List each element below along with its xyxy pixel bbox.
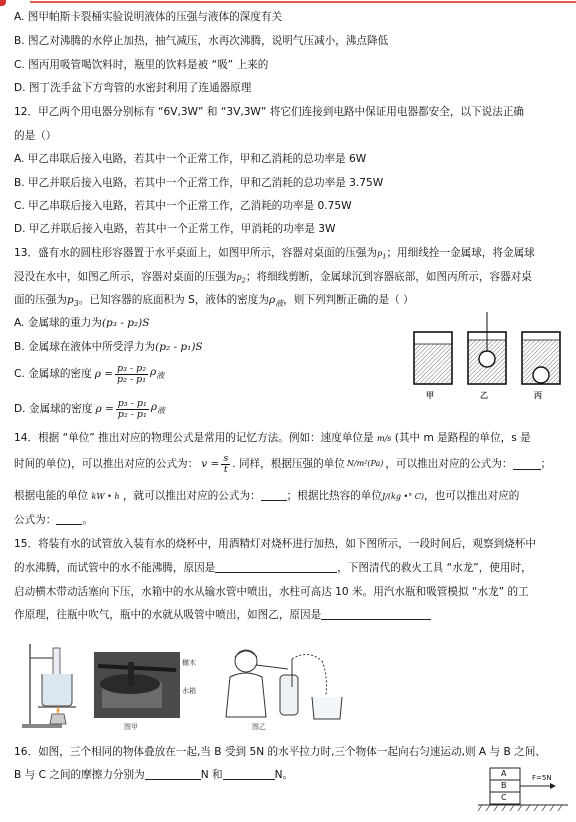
q14-unit-speed: m/s [376,434,392,443]
q12-stem-line2: 的是（） [14,130,57,142]
q13-d-rho-symbol: ρ [150,400,157,413]
beaker-apparatus-illustration [18,640,88,730]
block-b-label: B [501,781,507,790]
option-c-prev: C. 图丙用吸管喝饮料时，瓶里的饮料是被 “吸” 上来的 [14,59,269,71]
q13-text: 浸没在水中，如图乙所示，容器对桌面的压强为 [14,271,237,283]
header-rule [30,1,576,3]
q15-text: 作原理，往瓶中吹气，瓶中的水就从吸管中喷出，如图乙，原因是 [14,609,322,621]
q13-option-a-expr: (p₃ - p₂)S [101,317,150,329]
q14-text: 14．根据 “单位” 推出对应的物理公式是常用的记忆方法。例如：速度单位是 [14,432,374,444]
q14-blank-heat[interactable] [56,513,82,525]
q16-text: N。 [274,769,294,781]
q15-water-dragon-photo [94,652,180,718]
q12-option-d: D. 甲乙并联后接入电路，若其中一个正常工作，甲消耗的功率是 3W [14,223,336,235]
q15-blank-reason2[interactable] [321,608,431,620]
photo-label-beam: 横木 [182,659,196,667]
q14-v-denominator: t [223,463,228,475]
block-c-label: C [501,793,507,802]
fig-label-yi: 乙 [480,391,488,400]
fig-caption-yi: 图乙 [252,723,266,731]
q14-text: 根据电能的单位 [14,490,89,502]
force-label: F=5N [532,774,552,782]
q14-line1 [14,431,568,446]
q13-text: 。已知容器的底面积为 S，液体的密度为 [78,294,269,306]
q13-p2-symbol: p [236,273,242,282]
photo-label-tank: 水箱 [182,687,196,695]
q15-line2 [14,561,568,575]
q13-text: 13．盛有水的圆柱形容器置于水平桌面上，如图甲所示，容器对桌面的压强为 [14,247,378,259]
q13-p1-sub: 1 [382,252,387,261]
q14-text: ；根据比热容的单位 [286,490,382,502]
q14-text: 公式为： [14,514,57,526]
q13-stem-line3 [14,293,568,311]
stacked-blocks-illustration [476,766,572,818]
q15-line1: 15．将装有水的试管放入装有水的烧杯中，用酒精灯对烧杯进行加热，如下图所示，一段时间后，观察到烧杯中 [14,538,536,550]
q12-option-b: B. 甲乙并联后接入电路，若其中一个正常工作，甲和乙消耗的总功率是 3.75W [14,177,384,189]
q13-option-a-text: A. 金属球的重力为 [14,317,102,329]
q13-text: ；将细线剪断，金属球沉到容器底部，如图丙所示，容器对桌 [245,271,532,283]
q15-text: 的水沸腾，而试管中的水不能沸腾，原因是 [14,562,216,574]
water-dragon-illustration [94,652,180,718]
q13-option-b-text: B. 金属球在液体中所受浮力为 [14,341,156,353]
q14-text: . 同样，根据压强的单位 [232,458,345,470]
q14-unit-pressure: N/m²(Pa) [346,459,384,468]
q13-text: 面的压强为 [14,294,67,306]
q15-text: ，下图清代的救火工具 “水龙”，使用时， [337,562,532,574]
q13-option-d-text: D. 金属球的密度 [14,403,93,415]
q13-p3-sub: 3 [73,299,79,309]
q13-rho-sub: 液 [275,299,284,309]
fig-label-bing: 丙 [534,391,542,400]
q13-option-d-fraction [116,399,149,420]
q12-option-c: C. 甲乙串联后接入电路，若其中一个正常工作，乙消耗的功率是 0.75W [14,200,352,212]
q13-c-denominator: p₂ - p₁ [117,373,147,385]
q14-text: ，也可以推出对应的 [424,490,520,502]
q13-p2-sub: 2 [241,276,246,285]
q16-text: B 与 C 之间的摩擦力分别为 [14,769,145,781]
container-bing [522,332,560,384]
q14-text: 。 [82,514,93,526]
q13-rho [268,294,284,309]
q16-blank-bc[interactable] [223,768,275,780]
q13-option-d-rho-liquid [151,400,165,418]
q16-line1: 16．如图，三个相同的物体叠放在一起,当 B 受到 5N 的水平拉力时,三个物体一起向右匀速运动,则 A 与 B 之间、 [14,746,546,758]
q14-text: (其中 m 是路程的单位，s 是 [394,432,531,444]
page-corner-mark [0,0,6,6]
q13-text: ，则下列判断正确的是（ ） [283,294,414,306]
q13-p3 [66,294,79,309]
q13-d-rho-sub: 液 [157,406,165,416]
option-d-prev: D. 图丁洗手盆下方弯管的水密封利用了连通器原理 [14,82,252,94]
q15-line4 [14,608,568,622]
q14-line4 [14,513,568,527]
q14-blank-energy[interactable] [261,489,287,501]
fig-label-jia: 甲 [426,391,434,400]
q15-line3: 启动横木带动活塞向下压，水箱中的水从输水管中喷出，水柱可高达 10 米。用汽水瓶和吸管模拟 “水龙” 的工 [14,586,529,598]
q13-text: ；用细线拴一金属球，将金属球 [386,247,535,259]
q13-option-d-rho: ρ = [95,403,114,415]
q13-p3-symbol: p [66,294,74,306]
q13-d-denominator: p₂ - p₁ [117,408,147,420]
container-jia [414,332,452,384]
q14-velocity-symbol: v = [201,458,220,470]
fig-caption-jia: 图甲 [124,723,138,731]
option-a-prev: A. 图甲帕斯卡裂桶实验说明液体的压强与液体的深度有关 [14,11,283,23]
q16-stacked-blocks [476,766,572,818]
q16-blank-ab[interactable] [145,768,201,780]
q13-rho-symbol: ρ [268,294,276,306]
q13-option-c-fraction [115,364,148,385]
q15-beaker-apparatus [18,640,88,730]
q13-d-numerator: p₃ - p₁ [117,397,147,409]
q16-text: N 和 [200,769,223,781]
q13-containers-figure [408,310,568,405]
q12-option-a: A. 甲乙串联后接入电路，若其中一个正常工作，甲和乙消耗的总功率是 6W [14,153,367,165]
bottle-experiment-illustration [208,645,358,725]
q13-option-c-rho: ρ = [94,368,114,380]
q13-c-rho-sub: 液 [156,371,165,381]
q14-blank-pressure[interactable] [513,458,541,470]
q14-text: ； [540,458,552,470]
q12-stem-line1: 12．甲乙两个用电器分别标有 “6V,3W” 和 “3V,3W” 将它们连接到电路中保证用电器都安全，以下说法正确 [14,106,525,118]
q13-option-c-text: C. 金属球的密度 [14,368,92,380]
q14-text: ，可以推出对应的公式为： [385,458,513,470]
q14-text: ，就可以推出对应的公式为： [122,490,261,502]
q13-c-numerator: p₃ - p₂ [117,362,147,374]
q15-bottle-experiment [208,645,358,725]
q14-velocity-fraction [221,454,230,475]
q13-stem-line1 [14,246,568,264]
container-yi [468,312,506,384]
q13-stem-line2 [14,270,568,288]
q14-line2 [14,451,568,477]
q13-option-b-expr: (p₂ - p₁)S [155,341,203,353]
q13-p1-symbol: p [377,249,383,258]
q13-option-c-rho-liquid [150,365,164,383]
q15-blank-reason1[interactable] [215,561,337,573]
q14-unit-energy: kW • h [91,492,120,501]
q14-text: 时间的单位)，可以推出对应的公式为： [14,458,199,470]
block-a-label: A [501,769,507,778]
q13-p2 [236,273,246,285]
q14-v-numerator: s [223,452,229,464]
option-b-prev: B. 图乙对沸腾的水停止加热，抽气减压，水再次沸腾，说明气压减小，沸点降低 [14,35,389,47]
q13-c-rho-symbol: ρ [150,365,157,378]
q14-unit-heat: J/(kg •° C) [382,492,425,501]
q14-line3 [14,489,568,504]
